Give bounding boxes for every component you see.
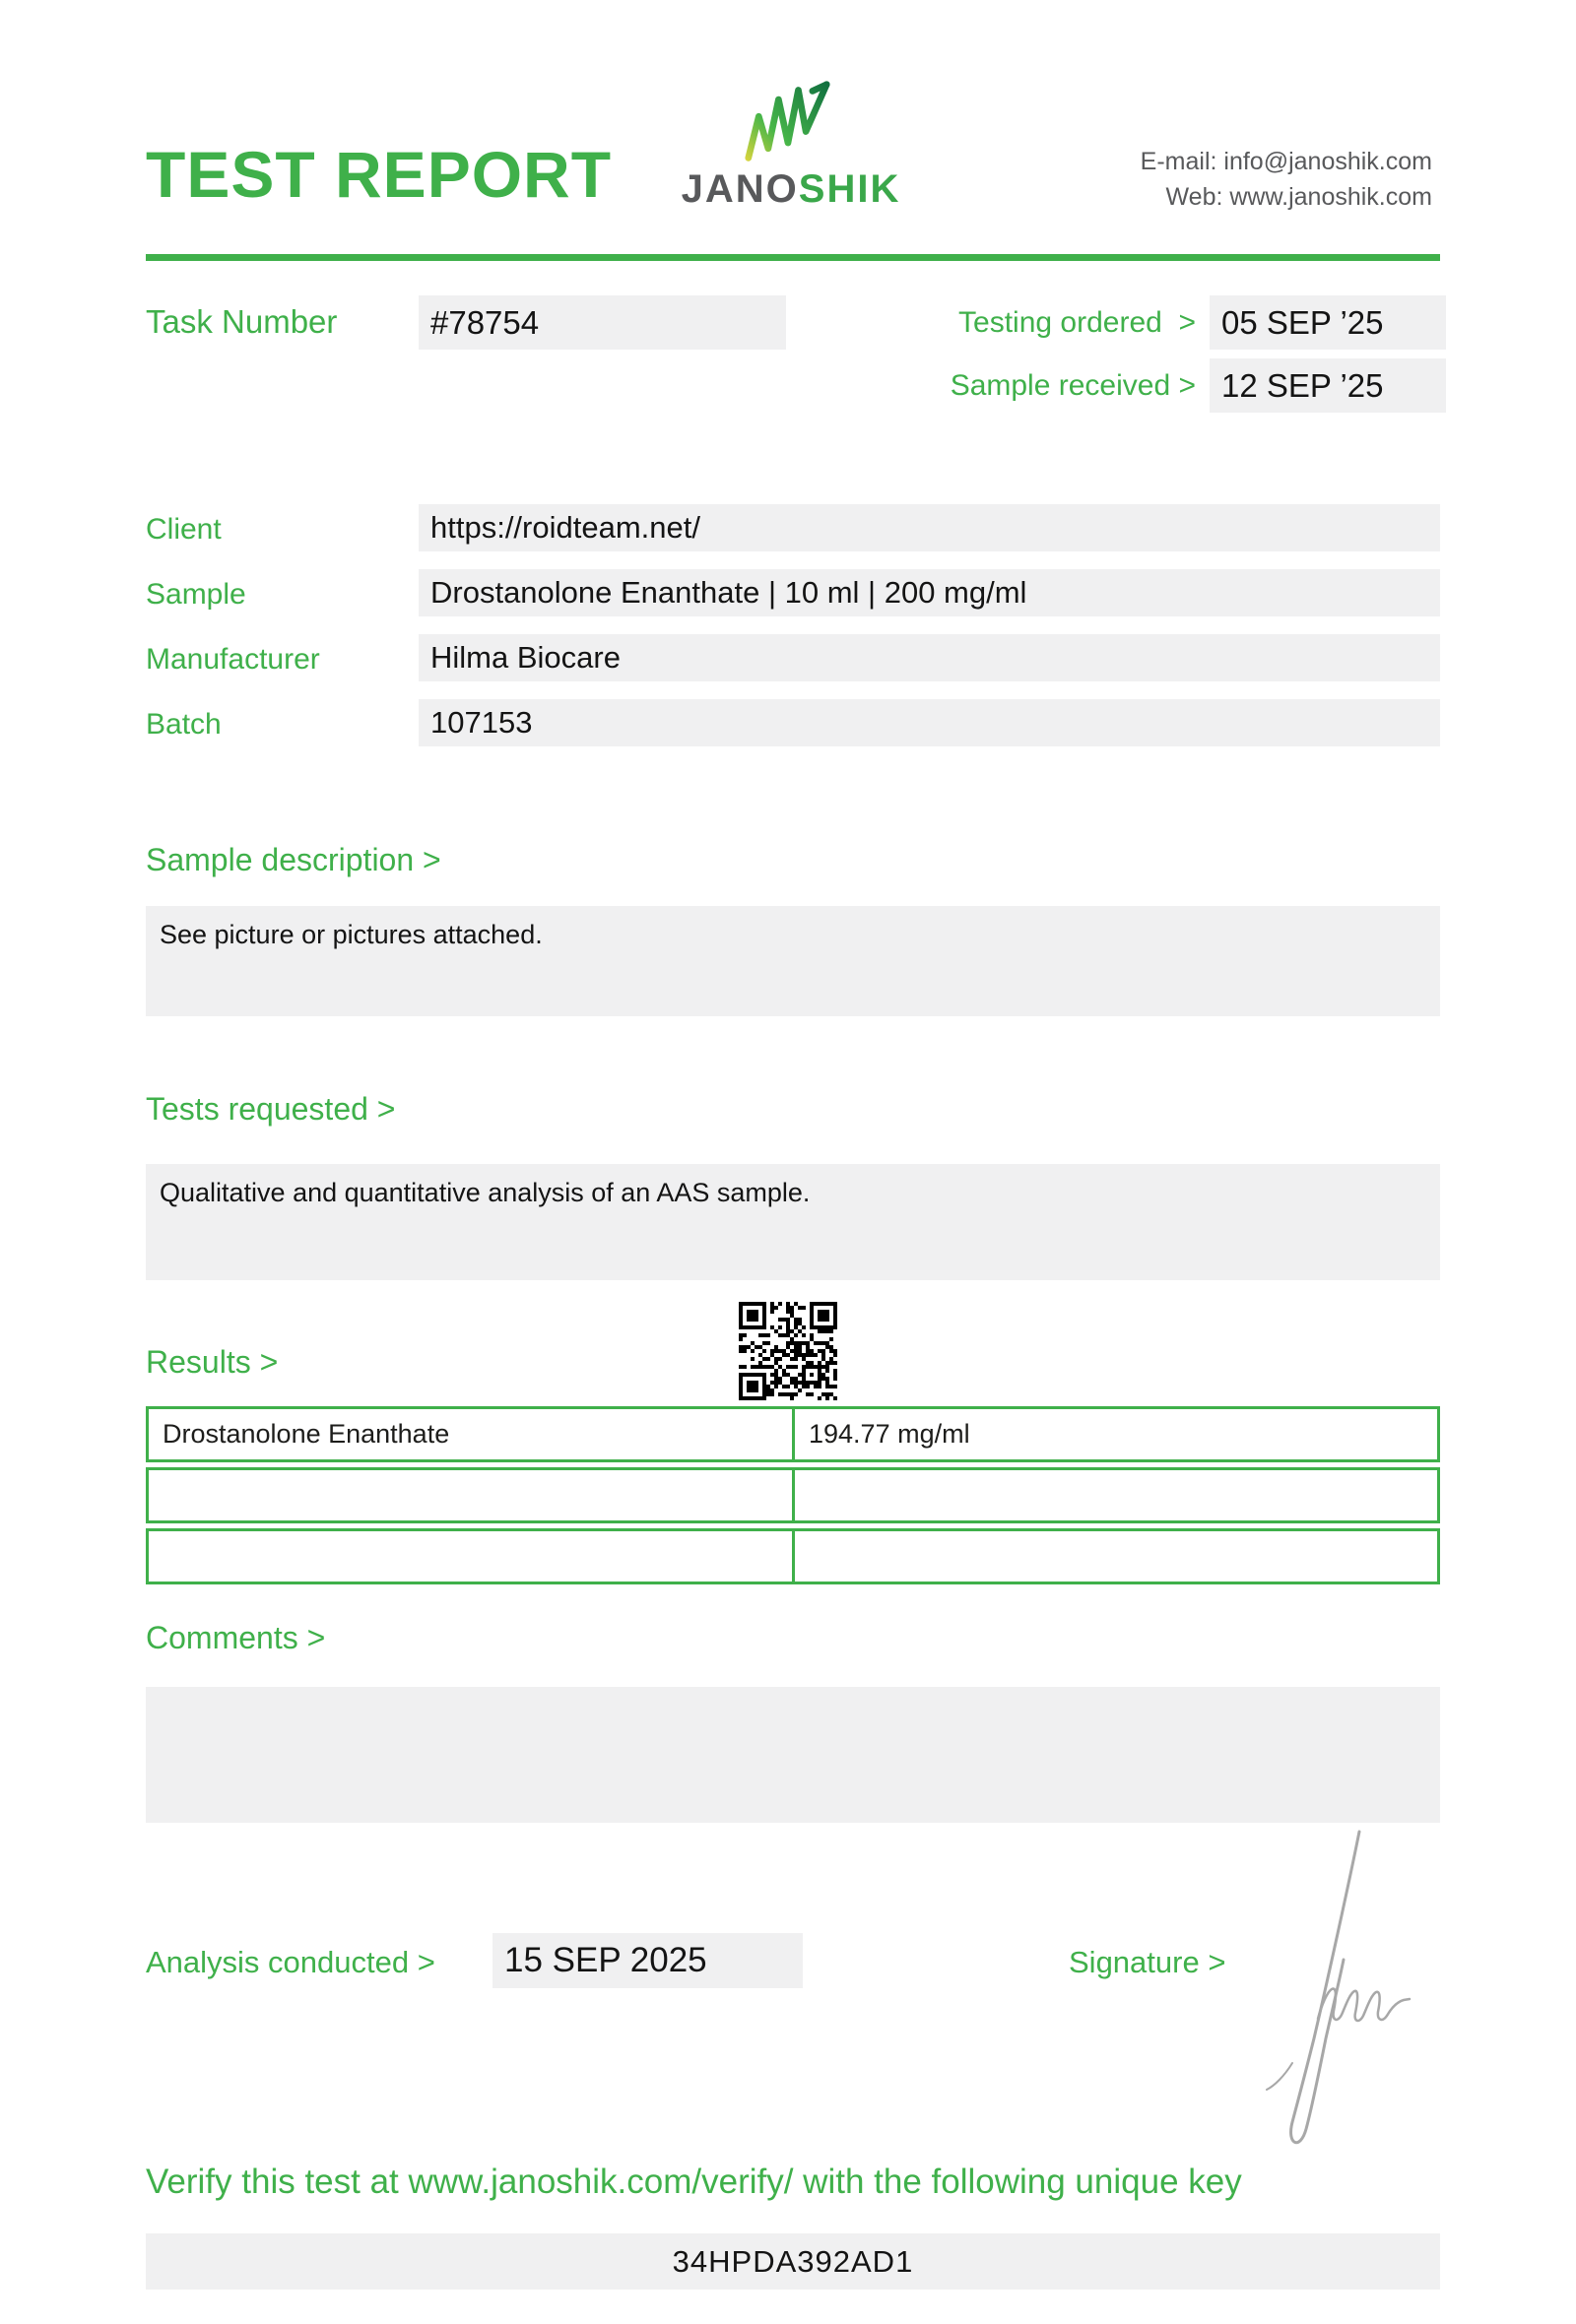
result-value-cell <box>795 1531 1437 1582</box>
sample-description-text: See picture or pictures attached. <box>160 920 543 949</box>
result-value-cell: 194.77 mg/ml <box>809 1419 970 1449</box>
contact-email: E-mail: info@janoshik.com <box>1140 148 1432 175</box>
page-title: TEST REPORT <box>146 138 613 211</box>
result-row <box>146 1528 1440 1584</box>
unique-key: 34HPDA392AD1 <box>672 2244 914 2279</box>
janoshik-logo-icon <box>742 79 832 165</box>
task-number-label: Task Number <box>146 303 338 340</box>
results-heading: Results > <box>146 1344 279 1380</box>
signature-image <box>1263 1822 1412 2154</box>
logo-text-shik: SHIK <box>798 167 901 211</box>
manufacturer-value: Hilma Biocare <box>419 634 1440 681</box>
sample-received-row <box>951 358 1446 413</box>
qr-code <box>739 1302 837 1400</box>
unique-key-box <box>146 2233 1440 2290</box>
sample-received-label: Sample received > <box>950 368 1196 402</box>
result-value-cell <box>795 1470 1437 1520</box>
testing-ordered-row <box>958 295 1446 350</box>
testing-ordered-date: 05 SEP ’25 <box>1210 295 1446 350</box>
sample-description-heading: Sample description > <box>146 842 441 877</box>
tests-requested-heading: Tests requested > <box>146 1091 396 1127</box>
logo-text-jano: JANO <box>681 167 799 211</box>
signature-label: Signature > <box>1069 1945 1226 1979</box>
client-value: https://roidteam.net/ <box>419 504 1440 551</box>
logo-text <box>678 167 904 211</box>
contact-web: Web: www.janoshik.com <box>1165 183 1432 211</box>
tests-requested-text: Qualitative and quantitative analysis of an AAS sample. <box>160 1178 811 1207</box>
result-name-cell <box>149 1470 795 1520</box>
sample-label: Sample <box>146 578 246 611</box>
header-rule <box>146 254 1440 261</box>
sample-value: Drostanolone Enanthate | 10 ml | 200 mg/ml <box>419 569 1440 616</box>
result-name-cell: Drostanolone Enanthate <box>149 1409 795 1459</box>
batch-label: Batch <box>146 708 222 741</box>
batch-value: 107153 <box>419 699 1440 746</box>
result-name-cell <box>149 1531 795 1582</box>
task-number-value: #78754 <box>419 295 786 350</box>
tests-requested-box <box>146 1164 1440 1280</box>
comments-heading: Comments > <box>146 1620 326 1655</box>
manufacturer-label: Manufacturer <box>146 643 320 676</box>
sample-description-box <box>146 906 1440 1016</box>
client-label: Client <box>146 513 222 546</box>
verify-text: Verify this test at www.janoshik.com/verify/ with the following unique key <box>146 2163 1242 2201</box>
comments-box <box>146 1687 1440 1823</box>
testing-ordered-label: Testing ordered > <box>958 305 1196 339</box>
analysis-conducted-label: Analysis conducted > <box>146 1945 435 1979</box>
result-row <box>146 1406 1440 1462</box>
contact-block <box>1141 144 1432 215</box>
analysis-date: 15 SEP 2025 <box>492 1933 803 1988</box>
result-row <box>146 1467 1440 1523</box>
sample-received-date: 12 SEP ’25 <box>1210 358 1446 413</box>
results-table <box>146 1406 1440 1589</box>
